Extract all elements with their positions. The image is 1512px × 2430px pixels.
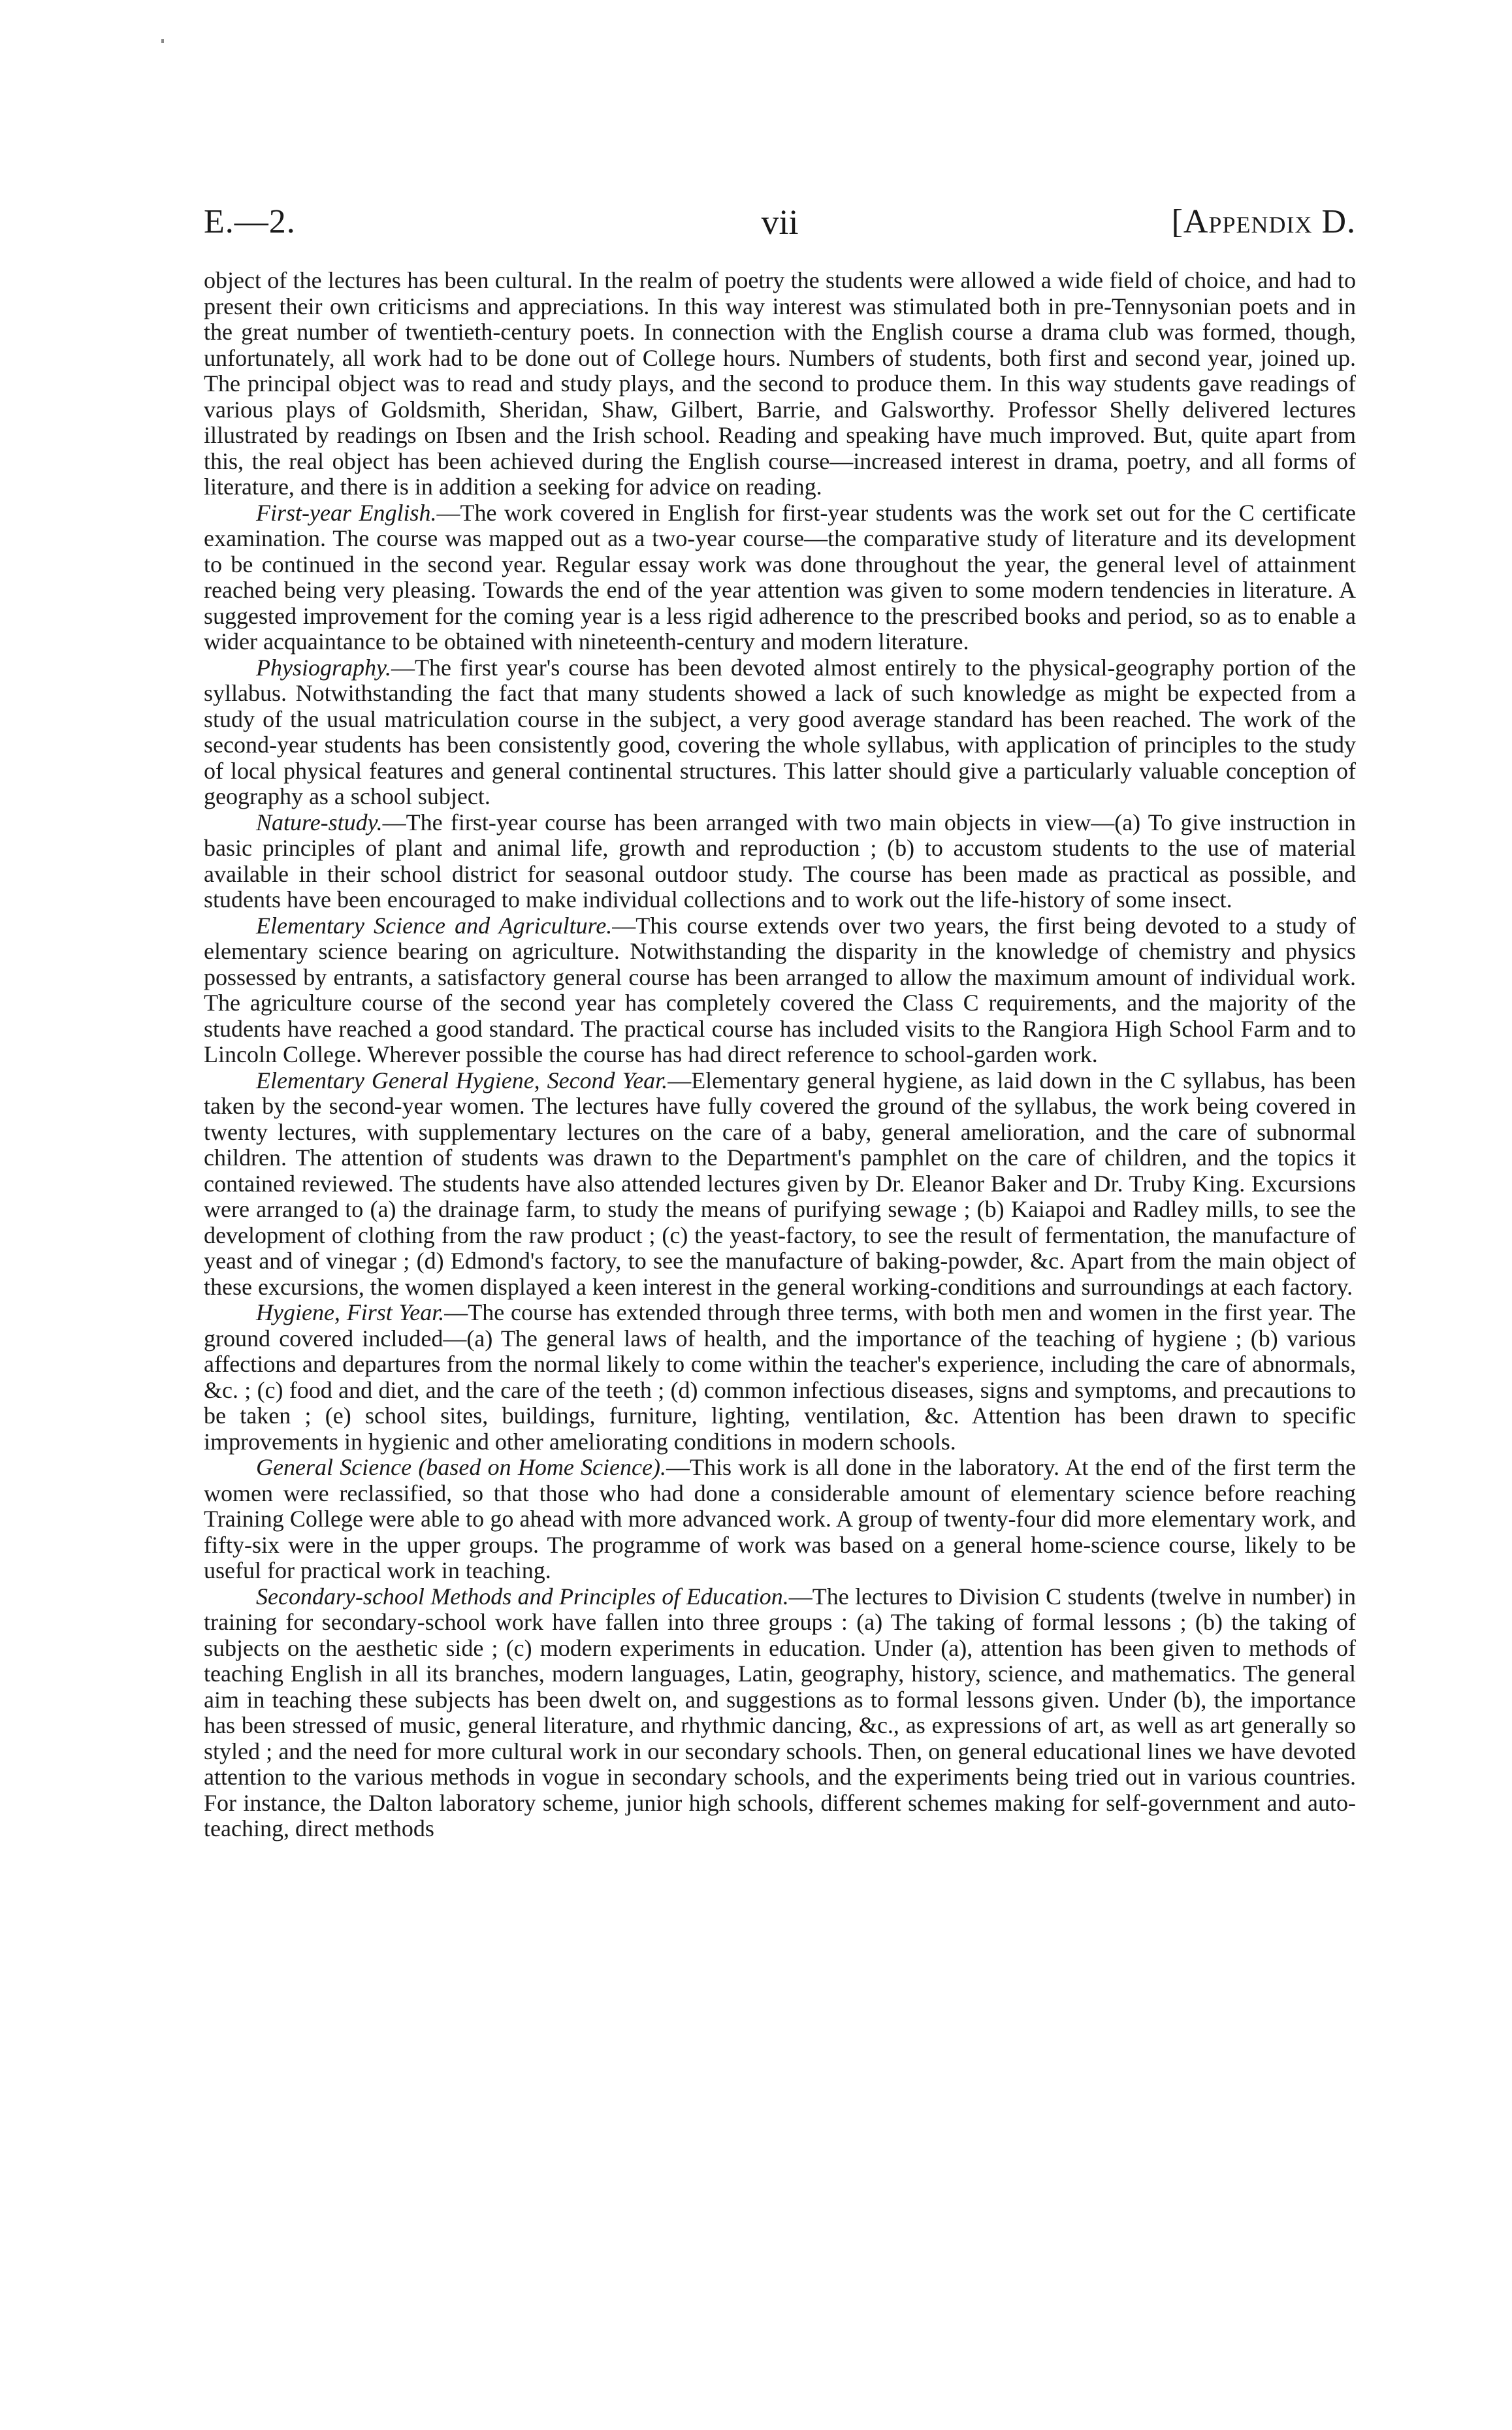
page-body xyxy=(204,268,1356,1842)
section-text: —This work is all done in the laboratory. At the end of the first term the women were reclassified, so that those who had done a considerable amount of elementary science before reaching Training College were able to go ahead with more advanced work. A group of twenty-four did more elementary work, and fifty-six were in the upper groups. The programme of work was based on a general home-science course, likely to be useful for practical work in teaching. xyxy=(204,1454,1356,1583)
section-text: —The work covered in English for first-year students was the work set out for the C certificate examination. The course was mapped out as a two-year course—the comparative study of literature and its development to be continued in the second year. Regular essay work was done throughout the year, the general level of attainment reached being very pleasing. Towards the end of the year attention was given to some modern tendencies in literature. A suggested improvement for the coming year is a less rigid adherence to the prescribed books and period, so as to enable a wider acquaintance to be obtained with nineteenth-century and modern literature. xyxy=(204,499,1357,655)
section-nature-study xyxy=(204,810,1356,913)
section-heading: First-year English. xyxy=(256,499,437,526)
section-text: —This course extends over two years, the first being devoted to a study of elementary science bearing on agriculture. Notwithstanding the disparity in the knowledge of chemistry and physics possessed by entrants, a satisfactory general course has been arranged to allow the maximum amount of individual work. The agriculture course of the second year has completely covered the Class C requirements, and the majority of the students have reached a good standard. The practical course has included visits to the Rangiora High School Farm and to Lincoln College. Wherever possible the course has had direct reference to school-garden work. xyxy=(204,912,1356,1067)
section-heading: Nature-study. xyxy=(256,809,383,835)
section-heading: Elementary Science and Agriculture. xyxy=(256,912,613,939)
section-first-year-english xyxy=(204,500,1356,655)
section-heading: Elementary General Hygiene, Second Year. xyxy=(256,1067,668,1094)
page-header xyxy=(204,196,1356,248)
page-speck xyxy=(161,39,164,43)
section-secondary-methods xyxy=(204,1584,1356,1842)
section-text: —The first year's course has been devoted almost entirely to the physical-geography portion of the syllabus. Notwithstanding the fact that many students showed a lack of such knowledge as might be expected from a study of the usual matriculation course in the subject, a very good average standard has been reached. The work of the second-year students has been consistently good, covering the whole syllabus, with application of principles to the study of local physical features and general continental structures. This latter should give a particularly valuable conception of geography as a school subject. xyxy=(204,654,1356,809)
report-code: E.—2. xyxy=(204,203,296,240)
section-text: —The first-year course has been arranged with two main objects in view—(a) To give instruction in basic principles of plant and animal life, growth and reproduction ; (b) to accustom students to the use of material available in their school district for seasonal outdoor study. The course has been made as practical as possible, and students have been encouraged to make individual collections and to work out the life-history of some insect. xyxy=(204,809,1356,913)
appendix-label: [Appendix D. xyxy=(1171,203,1356,240)
section-physiography xyxy=(204,655,1356,810)
section-heading: Physiography. xyxy=(256,654,391,681)
section-heading: Secondary-school Methods and Principles of Education. xyxy=(256,1583,789,1610)
section-hygiene-first-year xyxy=(204,1300,1356,1455)
section-hygiene-second-year xyxy=(204,1068,1356,1301)
section-text: —The lectures to Division C students (twelve in number) in training for secondary-school work have fallen into three groups : (a) The taking of formal lessons ; (b) the taking of subjects on the aesthetic side ; (c) modern experiments in education. Under (a), attention has been given to methods of teaching English in all its branches, modern languages, Latin, geography, history, science, and mathematics. The general aim in teaching these subjects has been dwelt on, and suggestions as to formal lessons given. Under (b), the importance has been stressed of music, general literature, and rhythmic dancing, &c., as expressions of art, as well as art generally so styled ; and the need for more cultural work in our secondary schools. Then, on general educational lines we have devoted attention to the various methods in vogue in secondary schools, and the experiments being tried out in various countries. For instance, the Dalton laboratory scheme, junior high schools, different schemes making for self-government and auto-teaching, direct methods xyxy=(204,1583,1356,1841)
section-general-science xyxy=(204,1455,1356,1584)
intro-paragraph: object of the lectures has been cultural. In the realm of poetry the students were allowed a wide field of choice, and had to present their own criticisms and appreciations. In this way interest was stimulated both in pre-Tennysonian poets and in the great number of twentieth-century poets. In connection with the English course a drama club was formed, though, unfortunately, all work had to be done out of College hours. Numbers of students, both first and second year, joined up. The principal object was to read and study plays, and the second to produce them. In this way students gave readings of various plays of Goldsmith, Sheridan, Shaw, Gilbert, Barrie, and Galsworthy. Professor Shelly delivered lectures illustrated by readings on Ibsen and the Irish school. Reading and speaking have much improved. But, quite apart from this, the real object has been achieved during the English course—increased interest in drama, poetry, and all forms of literature, and there is in addition a seeking for advice on reading. xyxy=(204,267,1356,500)
page-number: vii xyxy=(761,202,799,242)
section-text: —Elementary general hygiene, as laid down in the C syllabus, has been taken by the second-year women. The lectures have fully covered the ground of the syllabus, the work being covered in twenty lectures, with supplementary lectures on the care of a baby, general amelioration, and the care of subnormal children. The attention of students was drawn to the Department's pamphlet on the care of children, and the topics it contained reviewed. The students have also attended lectures given by Dr. Eleanor Baker and Dr. Truby King. Excursions were arranged to (a) the drainage farm, to study the means of purifying sewage ; (b) Kaiapoi and Radley mills, to see the development of clothing from the raw product ; (c) the yeast-factory, to see the result of fermentation, the manufacture of yeast and of vinegar ; (d) Edmond's factory, to see the manufacture of baking-powder, &c. Apart from the main object of these excursions, the women displayed a keen interest in the general working-conditions and surroundings at each factory. xyxy=(204,1067,1356,1300)
section-text: —The course has extended through three terms, with both men and women in the first year. The ground covered included—(a) The general laws of health, and the importance of the teaching of hygiene ; (b) various affections and departures from the normal likely to come within the teacher's experience, including the care of abnormals, &c. ; (c) food and diet, and the care of the teeth ; (d) common infectious diseases, signs and symptoms, and precautions to be taken ; (e) school sites, buildings, furniture, lighting, ventilation, &c. Attention has been drawn to specific improvements in hygienic and other ameliorating conditions in modern schools. xyxy=(204,1299,1356,1455)
section-heading: Hygiene, First Year. xyxy=(256,1299,445,1325)
section-heading: General Science (based on Home Science). xyxy=(256,1454,666,1480)
section-elementary-science xyxy=(204,913,1356,1068)
